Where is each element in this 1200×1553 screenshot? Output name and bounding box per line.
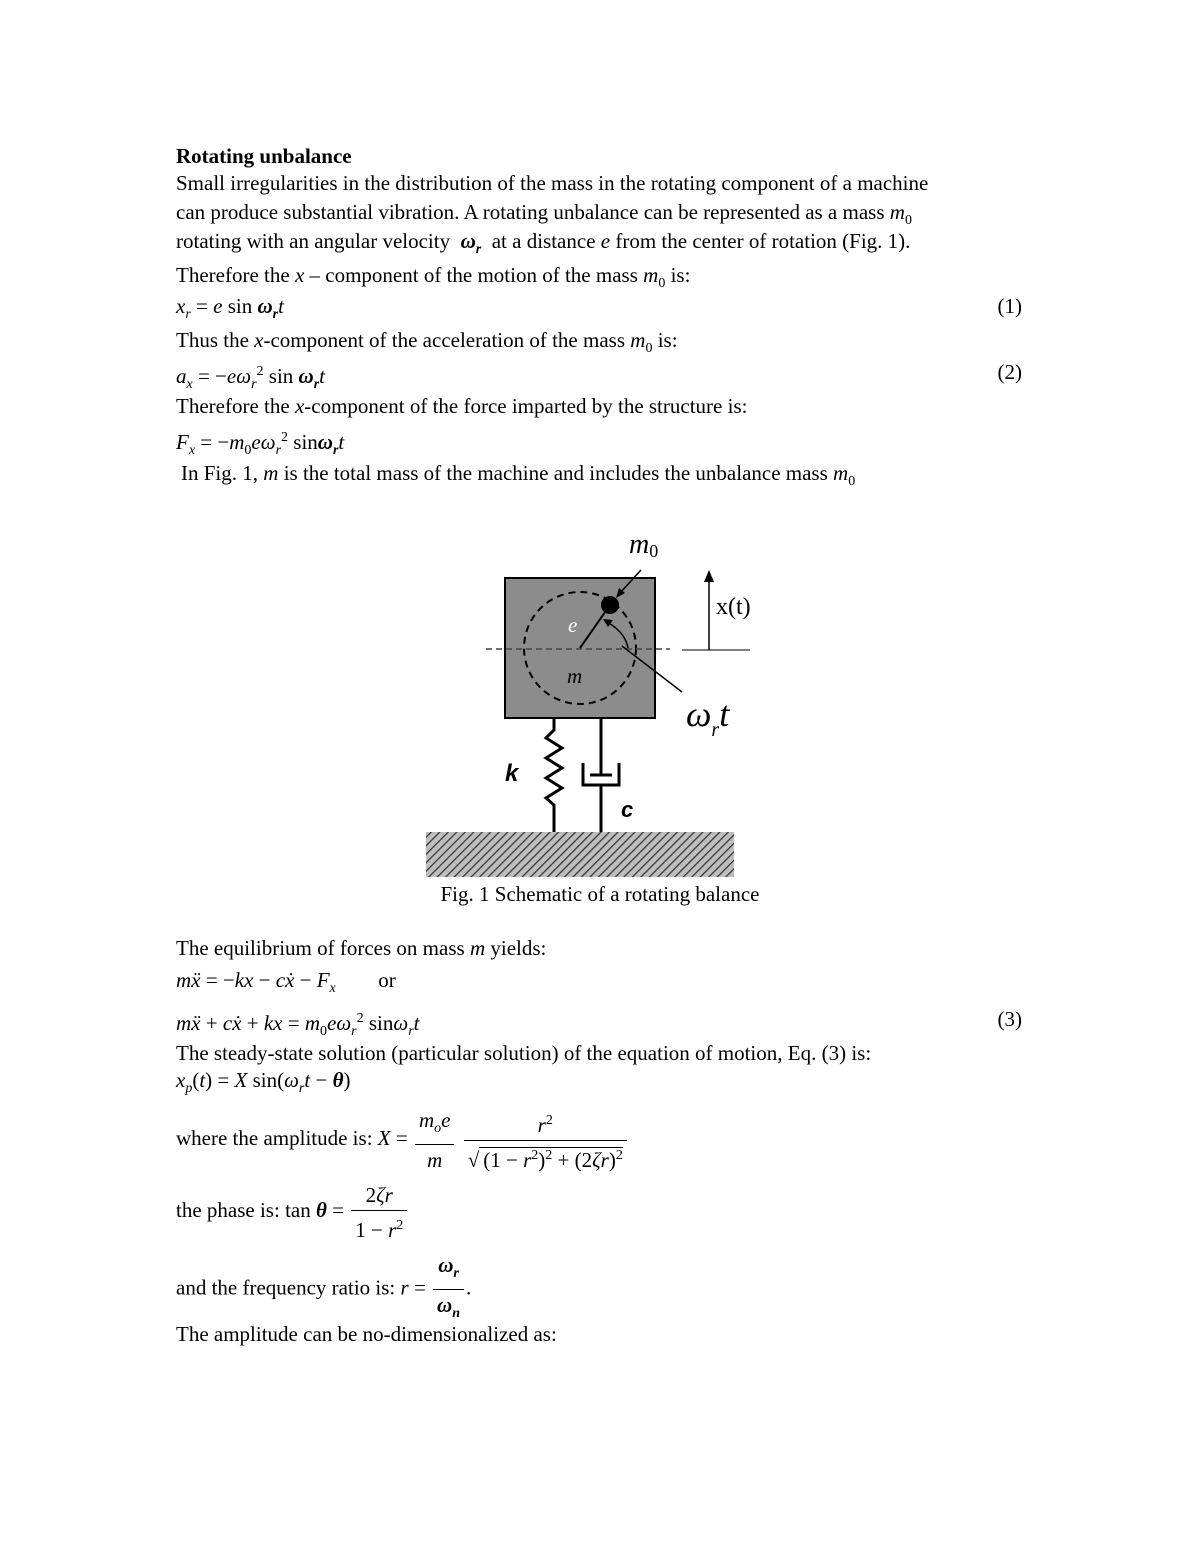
label-c: c (621, 797, 634, 822)
intro-line-1: Small irregularities in the distribution of the mass in the rotating component of a machine (176, 171, 929, 195)
intro-line-2: can produce substantial vibration. A rotating unbalance can be represented as a mass $m_0$ (176, 200, 912, 229)
para-9: and the frequency ratio is: (176, 1275, 396, 1300)
para-4: In Fig. 1, m is the total mass of the machine and includes the unbalance mass $m_0$ (181, 461, 856, 490)
intro-line-3-c: from the center of rotation (Fig. 1). (615, 229, 911, 253)
figure-caption: Fig. 1 Schematic of a rotating balance (440, 882, 760, 906)
equation-1: $x_r = e$ $\sin \omega_rt$ (176, 294, 284, 323)
para-1-c: is: (670, 263, 691, 287)
ground (426, 832, 734, 877)
para-4-b: is the total mass of the machine and includes the unbalance mass (283, 461, 828, 485)
label-k: k (505, 760, 519, 787)
frac-m0e-m: $\frac{m_oe}{m}$ (415, 1105, 455, 1175)
label-xt: x(t) (716, 594, 751, 620)
label-omega-t: $\omega_rt$ (686, 694, 730, 741)
frac-frequency: $\frac{\omega_r}{\omega_n}$ (433, 1250, 464, 1329)
equation-or: or (378, 968, 396, 992)
para-5: The equilibrium of forces on mass m yields: (176, 936, 547, 960)
para-3-a: Therefore the (176, 394, 290, 418)
para-2: Thus the x-component of the acceleration of the mass $m_0$ is: (176, 328, 678, 357)
label-m0: m0 (629, 529, 659, 561)
label-e: e (568, 613, 578, 637)
xt-arrow-head (704, 570, 714, 582)
label-m: m (567, 664, 583, 688)
equation-particular: $x_p(t) = X$ $\sin(\omega_rt - \theta)$ (176, 1068, 351, 1097)
intro-line-3-b: at a distance (491, 229, 596, 253)
para-5-b: yields: (490, 936, 547, 960)
para-1: Therefore the x – component of the motion of the mass $m_0$ is: (176, 263, 691, 292)
equation-phase: the phase is: tan θ = $\frac{2\zeta r}{1 - r^2}$ (176, 1178, 409, 1245)
equation-1-number: (1) (997, 294, 1022, 318)
para-2-b: -component of the acceleration of the mass (263, 328, 626, 352)
para-5-a: The equilibrium of forces on mass (176, 936, 465, 960)
intro-line-3-a: rotating with an angular velocity (176, 229, 451, 253)
equation-2: $a_x = -e\omega_r^2$ $\sin \omega_rt$ (176, 364, 326, 393)
equation-amplitude: where the amplitude is: X = $\frac{m_oe}{m}$ $\frac{r^2}{√ (1 - r^2)^2 + (2\zeta r)^2}$ (176, 1102, 629, 1175)
para-1-a: Therefore the (176, 263, 290, 287)
unbalance-mass (601, 596, 619, 614)
para-8: the phase is: (176, 1198, 280, 1222)
equation-2-number: (2) (997, 360, 1022, 384)
para-2-a: Thus the (176, 328, 249, 352)
intro-line-3: rotating with an angular velocity $\omega_r$ at a distance e from the center of rotation (Fig. 1). (176, 229, 911, 258)
equation-3-number: (3) (997, 1007, 1022, 1031)
rotating-unbalance-schematic (420, 520, 780, 880)
equation-equilibrium: mẍ = −kx − cẋ − $F_x$ or (176, 968, 396, 997)
para-10: The amplitude can be no-dimensionalized as: (176, 1322, 557, 1346)
para-7: where the amplitude is: (176, 1126, 373, 1150)
para-4-a: In Fig. 1, (181, 461, 259, 485)
equation-force: $F_x = -m_0e\omega_r^2$ sinω$_r$t (176, 430, 345, 459)
frac-amplitude: $\frac{r^2}{√ (1 - r^2)^2 + (2\zeta r)^2}$ (464, 1106, 627, 1175)
equation-frequency-ratio: and the frequency ratio is: r = $\frac{\omega_r}{\omega_n}$ . (176, 1250, 471, 1329)
para-3-b: -component of the force imparted by the structure is: (304, 394, 748, 418)
frac-phase: $\frac{2\zeta r}{1 - r^2}$ (351, 1180, 407, 1245)
para-3: Therefore the x-component of the force imparted by the structure is: (176, 394, 748, 418)
para-2-c: is: (657, 328, 678, 352)
para-1-b: – component of the motion of the mass (309, 263, 638, 287)
para-6: The steady-state solution (particular solution) of the equation of motion, Eq. (3) is: (176, 1041, 872, 1065)
section-title: Rotating unbalance (176, 144, 352, 168)
spring (546, 718, 562, 832)
intro-line-2-text: can produce substantial vibration. A rotating unbalance can be represented as a mass (176, 200, 885, 224)
equation-3: mẍ + cẋ + kx = $m_0e\omega_r^2$ sinω$_r$t (176, 1011, 420, 1040)
